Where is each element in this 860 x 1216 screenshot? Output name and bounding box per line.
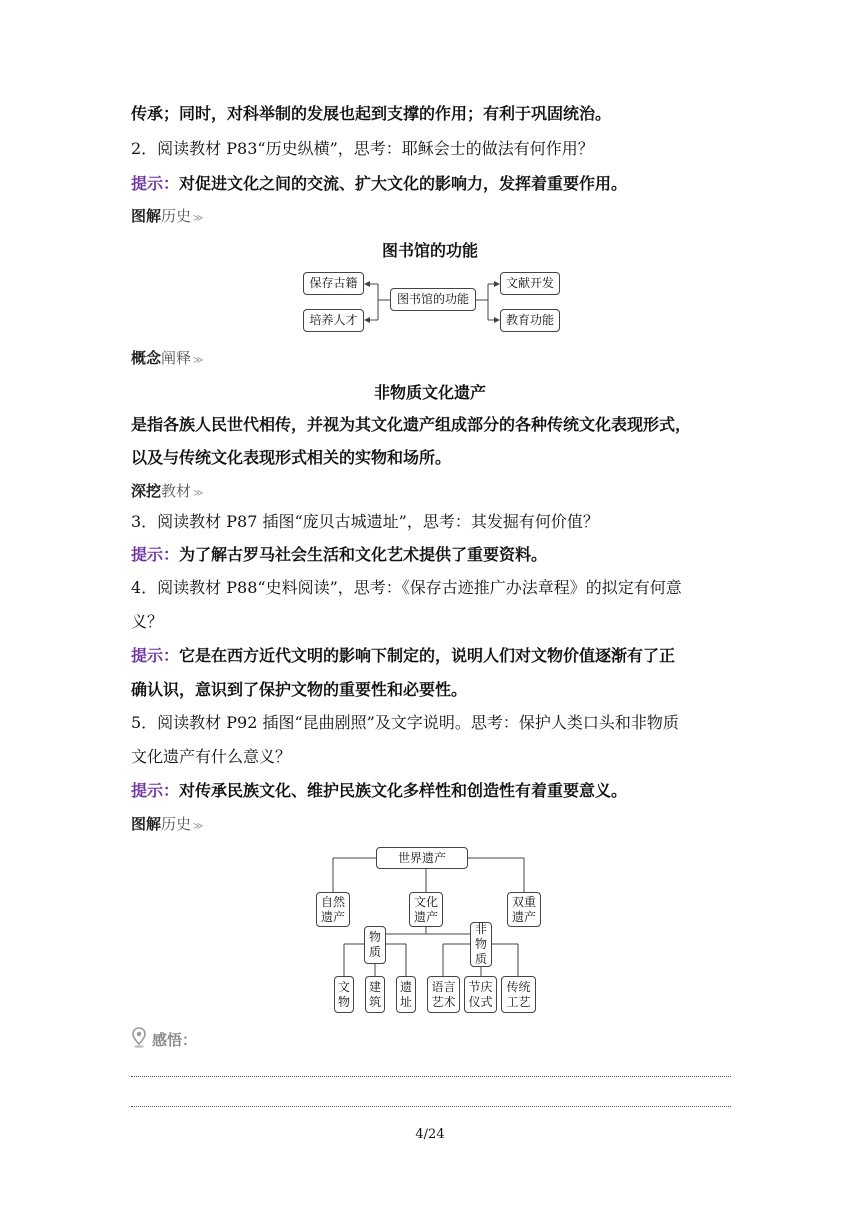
concept-text: 以及与传统文化表现形式相关的实物和场所。 bbox=[131, 448, 452, 467]
tree-node-intangible: 非物质 bbox=[470, 922, 492, 967]
question-4: 义？ bbox=[131, 612, 164, 631]
page-number: 4/24 bbox=[415, 1127, 445, 1142]
diagram-node-education-function: 教育功能 bbox=[500, 309, 560, 332]
question-5: 5．阅读教材 P92 插图“昆曲剧照”及文字说明。思考：保护人类口头和非物质 bbox=[131, 713, 679, 732]
question-4: 4．阅读教材 P88“史料阅读”，思考：《保存古迹推广办法章程》的拟定有何意 bbox=[131, 578, 682, 597]
location-pin-icon bbox=[131, 1027, 147, 1049]
chevron-down-icon: ≫ bbox=[193, 213, 204, 224]
tree-node-world-heritage: 世界遗产 bbox=[376, 847, 468, 869]
reflection-label: 感悟： bbox=[152, 1031, 198, 1049]
diagram-title: 图书馆的功能 bbox=[381, 241, 478, 260]
hint-label: 提示： bbox=[131, 781, 180, 800]
hint-label: 提示： bbox=[131, 174, 180, 193]
hint-text: 它是在西方近代文明的影响下制定的，说明人们对文物价值逐渐有了正 bbox=[179, 646, 676, 665]
tree-node-festival-ritual: 节庆仪式 bbox=[464, 976, 497, 1013]
hint-4: 确认识，意识到了保护文物的重要性和必要性。 bbox=[131, 680, 468, 699]
question-2: 2．阅读教材 P83“历史纵横”，思考：耶稣会士的做法有何作用？ bbox=[131, 139, 594, 158]
hint-text: 为了解古罗马社会生活和文化艺术提供了重要资料。 bbox=[179, 545, 548, 564]
hint-text: 对促进文化之间的交流、扩大文化的影响力，发挥着重要作用。 bbox=[179, 174, 628, 193]
tree-node-natural-heritage: 自然遗产 bbox=[316, 892, 350, 927]
section-header-gainian: 概念阐释 ≫ bbox=[131, 349, 204, 367]
tree-node-architecture: 建筑 bbox=[365, 976, 385, 1013]
hint-label: 提示： bbox=[131, 646, 180, 665]
diagram-node-document-development: 文献开发 bbox=[500, 272, 560, 295]
tree-node-language-art: 语言艺术 bbox=[427, 976, 460, 1013]
diagram-node-preserve-books: 保存古籍 bbox=[303, 272, 364, 295]
answer-line[interactable] bbox=[131, 1106, 731, 1107]
hint-label: 提示： bbox=[131, 545, 180, 564]
section-header-tujie: 图解历史 ≫ bbox=[131, 815, 204, 833]
diagram-node-train-talent: 培养人才 bbox=[303, 309, 364, 332]
question-5: 文化遗产有什么意义？ bbox=[131, 747, 292, 766]
concept-title: 非物质文化遗产 bbox=[373, 383, 486, 402]
tree-node-traditional-craft: 传统工艺 bbox=[501, 976, 536, 1013]
concept-text: 是指各族人民世代相传，并视为其文化遗产组成部分的各种传统文化表现形式， bbox=[131, 415, 692, 434]
section-header-shenwa: 深挖教材 ≫ bbox=[131, 482, 204, 500]
answer-line[interactable] bbox=[131, 1076, 731, 1077]
text-line: 传承；同时，对科举制的发展也起到支撑的作用；有利于巩固统治。 bbox=[131, 104, 612, 123]
chevron-down-icon: ≫ bbox=[193, 821, 204, 832]
tree-node-cultural-heritage: 文化遗产 bbox=[409, 892, 443, 927]
tree-node-mixed-heritage: 双重遗产 bbox=[507, 892, 541, 927]
hint-text: 对传承民族文化、维护民族文化多样性和创造性有着重要意义。 bbox=[179, 781, 628, 800]
tree-node-sites: 遗址 bbox=[396, 976, 416, 1013]
tree-node-relics: 文物 bbox=[334, 976, 354, 1013]
section-header-tujie: 图解历史 ≫ bbox=[131, 207, 204, 225]
chevron-down-icon: ≫ bbox=[193, 488, 204, 499]
chevron-down-icon: ≫ bbox=[193, 355, 204, 366]
question-3: 3．阅读教材 P87 插图“庞贝古城遗址”，思考：其发掘有何价值？ bbox=[131, 512, 599, 531]
tree-node-material: 物质 bbox=[364, 926, 386, 964]
diagram-node-library-function: 图书馆的功能 bbox=[390, 288, 476, 311]
